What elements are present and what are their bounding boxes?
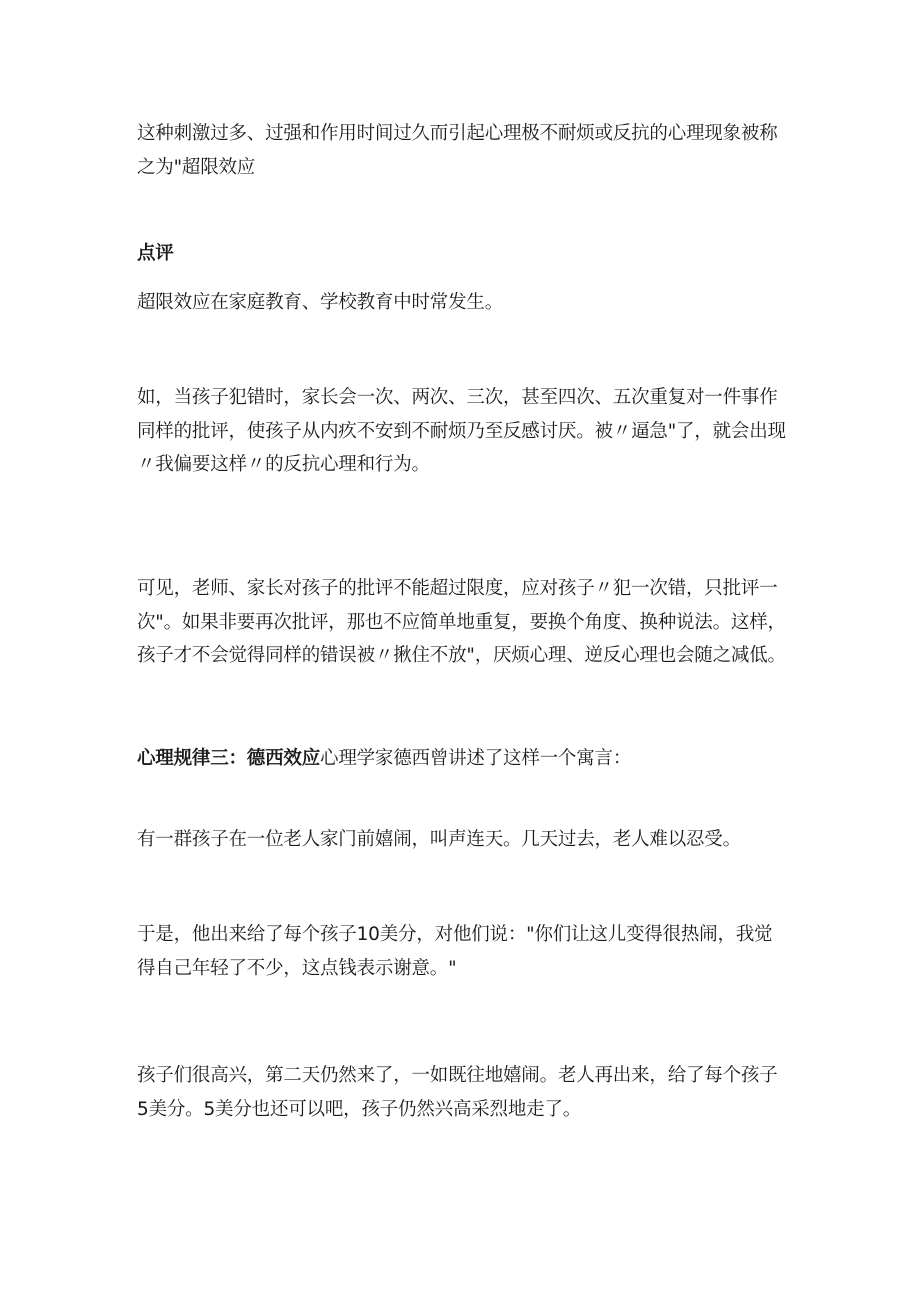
review-heading: 点评 — [137, 243, 174, 264]
law-three-title: 心理规律三：德西效应 — [137, 748, 321, 769]
story-paragraph-1: 有一群孩子在一位老人家门前嬉闹，叫声连天。几天过去，老人难以忍受。 — [137, 829, 741, 850]
intro-definition-paragraph: 这种刺激过多、过强和作用时间过久而引起心理极不耐烦或反抗的心理现象被称之为"超限效应 — [137, 123, 778, 178]
example-paragraph: 如，当孩子犯错时，家长会一次、两次、三次，甚至四次、五次重复对一件事作同样的批评，使孩子从内疚不安到不耐烦乃至反感讨厌。被〃逼急"了，就会出现〃我偏要这样〃的反抗心理和行为。 — [137, 387, 786, 475]
story-paragraph-3: 孩子们很高兴，第二天仍然来了，一如既往地嬉闹。老人再出来，给了每个孩子5美分。5美分也还可以吧，孩子仍然兴高采烈地走了。 — [137, 1065, 778, 1120]
law-three-paragraph — [137, 742, 789, 776]
advice-paragraph: 可见，老师、家长对孩子的批评不能超过限度，应对孩子〃犯一次错，只批评一次"。如果非要再次批评，那也不应简单地重复，要换个角度、换种说法。这样，孩子才不会觉得同样的错误被〃揪住不放"，厌烦心理、逆反心理也会随之减低。 — [137, 578, 786, 666]
review-summary-paragraph: 超限效应在家庭教育、学校教育中时常发生。 — [137, 292, 504, 313]
story-paragraph-2: 于是，他出来给了每个孩子10美分，对他们说："你们让这儿变得很热闹，我觉得自己年轻了不少，这点钱表示谢意。" — [137, 924, 773, 979]
law-three-intro: 心理学家德西曾讲述了这样一个寓言： — [320, 748, 632, 769]
